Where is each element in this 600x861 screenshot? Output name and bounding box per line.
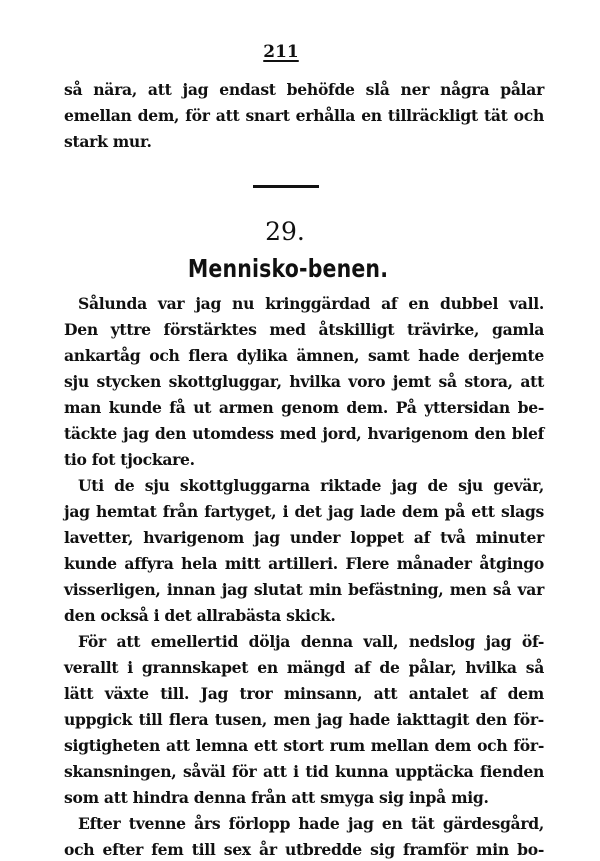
- text-line: tio fot tjockare.: [64, 450, 195, 469]
- text-line: jag hemtat från fartyget, i det jag lade dem på ett slags: [64, 502, 544, 521]
- text-line: Uti de sju skottgluggarna riktade jag de sju gevär,: [78, 476, 544, 495]
- text-line: För att emellertid dölja denna vall, nedslog jag öf-: [78, 632, 544, 651]
- text-line: och efter fem till sex år utbredde sig framför min bo-: [64, 840, 544, 859]
- text-line: den också i det allrabästa skick.: [64, 606, 336, 625]
- text-line: Sålunda var jag nu kringgärdad af en dubbel vall.: [78, 294, 544, 313]
- page-number: 211: [263, 42, 299, 62]
- text-line: som att hindra denna från att smyga sig inpå mig.: [64, 788, 489, 807]
- text-line: sigtigheten att lemna ett stort rum mellan dem och för-: [64, 736, 544, 755]
- section-divider: [253, 185, 319, 188]
- text-line: så nära, att jag endast behöfde slå ner några pålar: [64, 80, 544, 99]
- chapter-number: 29.: [265, 217, 305, 246]
- chapter-title: Mennisko-benen.: [187, 254, 389, 283]
- text-line: Efter tvenne års förlopp hade jag en tät gärdesgård,: [78, 814, 544, 833]
- text-line: skansningen, såväl för att i tid kunna upptäcka fienden: [64, 762, 544, 781]
- text-line: kunde affyra hela mitt artilleri. Flere månader åtgingo: [64, 554, 544, 573]
- text-line: Den yttre förstärktes med åtskilligt trävirke, gamla: [64, 320, 544, 339]
- text-line: sju stycken skottgluggar, hvilka voro jemt så stora, att: [64, 372, 544, 391]
- text-line: visserligen, innan jag slutat min befästning, men så var: [64, 580, 544, 599]
- text-line: ankartåg och flera dylika ämnen, samt hade derjemte: [64, 346, 544, 365]
- text-line: man kunde få ut armen genom dem. På yttersidan be-: [64, 398, 544, 417]
- text-line: emellan dem, för att snart erhålla en tillräckligt tät och: [64, 106, 544, 125]
- text-line: uppgick till flera tusen, men jag hade iakttagit den för-: [64, 710, 544, 729]
- text-line: verallt i grannskapet en mängd af de pålar, hvilka så: [64, 658, 544, 677]
- text-line: täckte jag den utomdess med jord, hvarigenom den blef: [64, 424, 544, 443]
- text-line: lavetter, hvarigenom jag under loppet af två minuter: [64, 528, 544, 547]
- text-line: lätt växte till. Jag tror minsann, att antalet af dem: [64, 684, 544, 703]
- text-line: stark mur.: [64, 132, 152, 151]
